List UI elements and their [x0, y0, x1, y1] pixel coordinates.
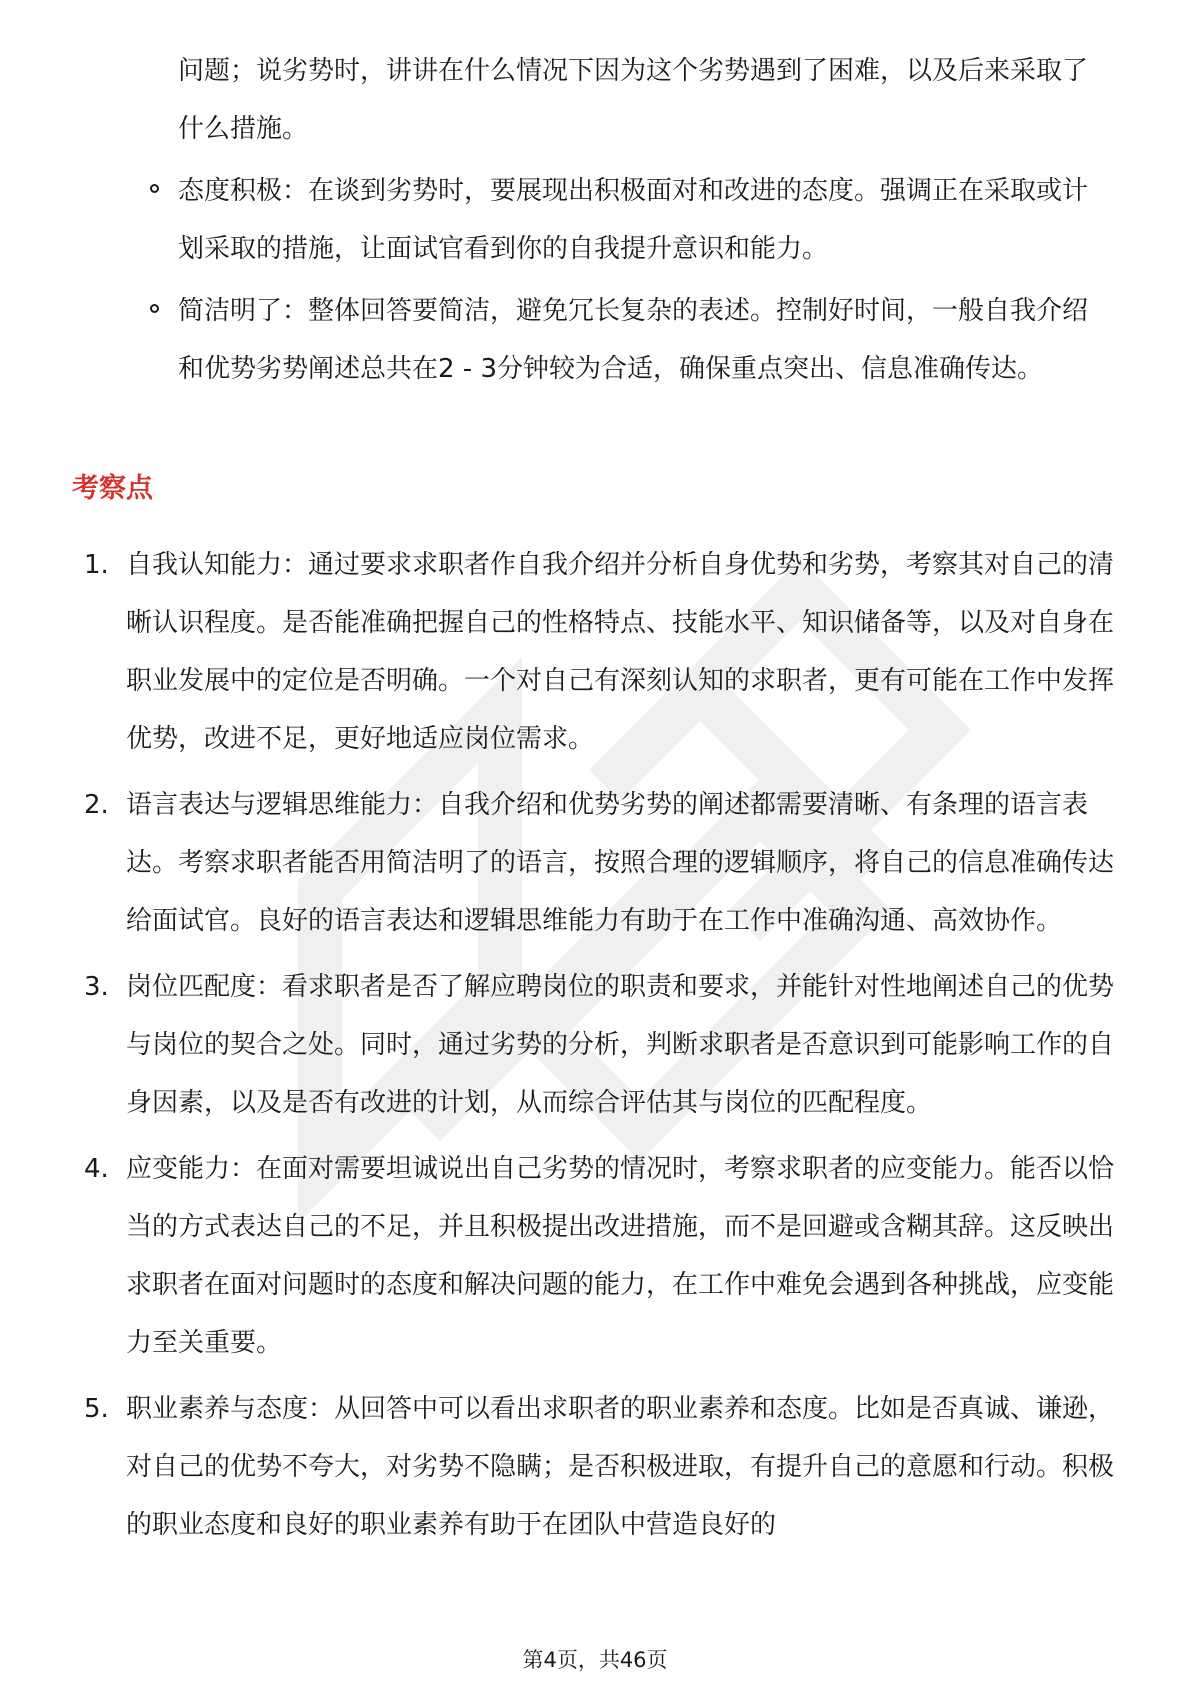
list-item-text: 语言表达与逻辑思维能力：自我介绍和优势劣势的阐述都需要清晰、有条理的语言表达。考察求职者能否用简洁明了的语言，按照合理的逻辑顺序，将自己的信息准确传达给面试官。良好的语言表达和逻辑思维能力有助于在工作中准确沟通、高效协作。 [126, 790, 1115, 936]
bullet-list [150, 42, 1110, 402]
list-item [84, 1380, 1114, 1554]
bullet-circle-icon [150, 304, 159, 313]
list-item [84, 536, 1114, 768]
bullet-circle-icon [150, 184, 159, 193]
list-item [150, 282, 1110, 398]
numbered-list [84, 536, 1114, 1562]
list-item-text: 简洁明了：整体回答要简洁，避免冗长复杂的表述。控制好时间，一般自我介绍和优势劣势阐述总共在2 - 3分钟较为合适，确保重点突出、信息准确传达。 [178, 296, 1089, 384]
list-item [150, 162, 1110, 278]
list-item [84, 958, 1114, 1132]
page-footer: 第4页，共46页 [522, 1648, 668, 1672]
list-item-text: 自我认知能力：通过要求求职者作自我介绍并分析自身优势和劣势，考察其对自己的清晰认识程度。是否能准确把握自己的性格特点、技能水平、知识储备等，以及对自身在职业发展中的定位是否明确。一个对自己有深刻认知的求职者，更有可能在工作中发挥优势，改进不足，更好地适应岗位需求。 [126, 550, 1115, 754]
list-item [84, 1140, 1114, 1372]
item-number: 2. [84, 790, 109, 820]
item-number: 3. [84, 972, 109, 1002]
list-item-text: 态度积极：在谈到劣势时，要展现出积极面对和改进的态度。强调正在采取或计划采取的措施，让面试官看到你的自我提升意识和能力。 [178, 176, 1089, 264]
section-heading: 考察点 [72, 473, 153, 504]
list-item-text: 应变能力：在面对需要坦诚说出自己劣势的情况时，考察求职者的应变能力。能否以恰当的方式表达自己的不足，并且积极提出改进措施，而不是回避或含糊其辞。这反映出求职者在面对问题时的态度和解决问题的能力，在工作中难免会遇到各种挑战，应变能力至关重要。 [126, 1154, 1115, 1358]
list-item [84, 776, 1114, 950]
item-number: 4. [84, 1154, 109, 1184]
list-item-text: 岗位匹配度：看求职者是否了解应聘岗位的职责和要求，并能针对性地阐述自己的优势与岗位的契合之处。同时，通过劣势的分析，判断求职者是否意识到可能影响工作的自身因素，以及是否有改进的计划，从而综合评估其与岗位的匹配程度。 [126, 972, 1115, 1118]
item-number: 5. [84, 1394, 109, 1424]
list-item [150, 42, 1110, 158]
item-number: 1. [84, 550, 109, 580]
list-item-text: 问题；说劣势时，讲讲在什么情况下因为这个劣势遇到了困难，以及后来采取了什么措施。 [178, 56, 1089, 144]
list-item-text: 职业素养与态度：从回答中可以看出求职者的职业素养和态度。比如是否真诚、谦逊，对自己的优势不夸大，对劣势不隐瞒；是否积极进取，有提升自己的意愿和行动。积极的职业态度和良好的职业素养有助于在团队中营造良好的 [126, 1394, 1115, 1540]
